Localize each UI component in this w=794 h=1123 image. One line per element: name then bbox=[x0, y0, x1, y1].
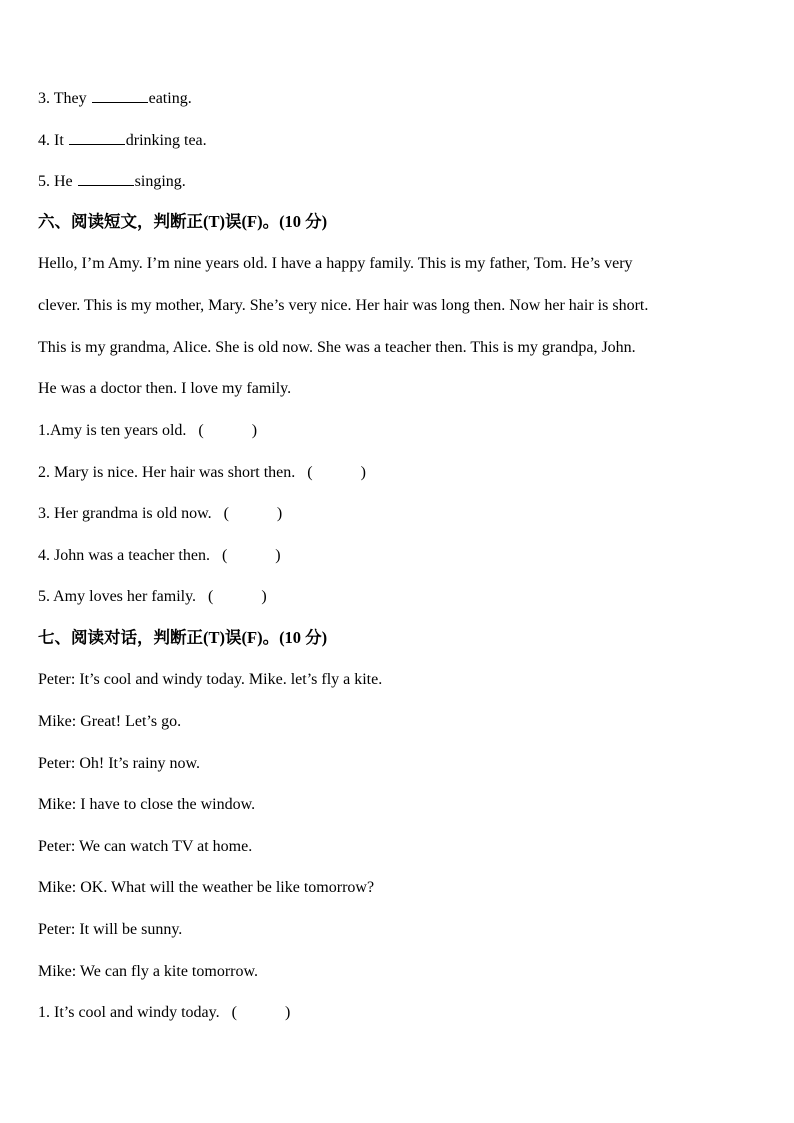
answer-parentheses[interactable]: ( ) bbox=[299, 464, 366, 481]
answer-parentheses[interactable]: ( ) bbox=[200, 588, 267, 605]
fill-item-5 bbox=[38, 171, 186, 192]
answer-parentheses[interactable]: ( ) bbox=[190, 422, 258, 439]
question-text: 5. Amy loves her family. bbox=[38, 588, 197, 605]
answer-blank[interactable] bbox=[69, 130, 125, 145]
fill-item-prefix: 3. They bbox=[38, 90, 87, 107]
passage-line: clever. This is my mother, Mary. She’s very nice. Her hair was long then. Now her hair is short. bbox=[38, 297, 649, 314]
fill-item-prefix: 4. It bbox=[38, 132, 64, 149]
tf-question bbox=[38, 1003, 290, 1023]
passage-line: This is my grandma, Alice. She is old now. She was a teacher then. This is my grandpa, John. bbox=[38, 339, 636, 356]
section-7-title: 七、阅读对话，判断正(T)误(F)。(10 分) bbox=[38, 628, 328, 647]
dialogue-line: Peter: It’s cool and windy today. Mike. let’s fly a kite. bbox=[38, 671, 383, 688]
fill-item-suffix: eating. bbox=[148, 90, 192, 107]
dialogue-line: Peter: Oh! It’s rainy now. bbox=[38, 755, 201, 772]
question-text: 4. John was a teacher then. bbox=[38, 547, 210, 564]
section-6-title: 六、阅读短文，判断正(T)误(F)。(10 分) bbox=[38, 212, 328, 231]
fill-item-suffix: drinking tea. bbox=[125, 132, 207, 149]
fill-item-prefix: 5. He bbox=[38, 173, 73, 190]
dialogue-line: Mike: I have to close the window. bbox=[38, 796, 256, 813]
question-text: 1.Amy is ten years old. bbox=[38, 422, 187, 439]
answer-blank[interactable] bbox=[78, 171, 134, 186]
passage-line: He was a doctor then. I love my family. bbox=[38, 380, 292, 397]
question-text: 2. Mary is nice. Her hair was short then. bbox=[38, 464, 296, 481]
dialogue-line: Peter: We can watch TV at home. bbox=[38, 838, 253, 855]
tf-question bbox=[38, 421, 257, 441]
answer-parentheses[interactable]: ( ) bbox=[223, 1004, 291, 1021]
answer-parentheses[interactable]: ( ) bbox=[213, 547, 281, 564]
fill-item-3 bbox=[38, 88, 192, 109]
tf-question bbox=[38, 504, 282, 524]
tf-question bbox=[38, 587, 267, 607]
tf-question bbox=[38, 546, 281, 566]
tf-question bbox=[38, 463, 366, 483]
dialogue-line: Mike: OK. What will the weather be like tomorrow? bbox=[38, 879, 375, 896]
question-text: 1. It’s cool and windy today. bbox=[38, 1004, 220, 1021]
dialogue-line: Mike: Great! Let’s go. bbox=[38, 713, 182, 730]
dialogue-line: Peter: It will be sunny. bbox=[38, 921, 183, 938]
dialogue-line: Mike: We can fly a kite tomorrow. bbox=[38, 963, 258, 980]
passage-line: Hello, I’m Amy. I’m nine years old. I have a happy family. This is my father, Tom. He’s very bbox=[38, 255, 633, 272]
question-text: 3. Her grandma is old now. bbox=[38, 505, 212, 522]
fill-item-suffix: singing. bbox=[134, 173, 186, 190]
answer-blank[interactable] bbox=[92, 88, 148, 103]
fill-item-4 bbox=[38, 130, 207, 151]
answer-parentheses[interactable]: ( ) bbox=[215, 505, 283, 522]
